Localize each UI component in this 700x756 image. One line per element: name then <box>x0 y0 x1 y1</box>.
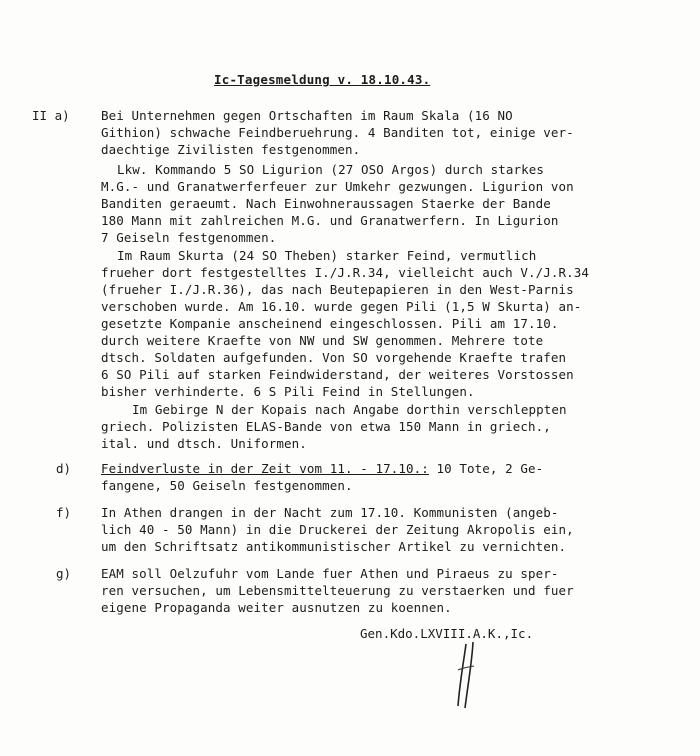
text-line: 6 SO Pili auf starken Feindwiderstand, der weiteres Vorstossen <box>101 367 574 382</box>
text-line: 7 Geiseln festgenommen. <box>101 230 277 245</box>
text-line: verschoben wurde. Am 16.10. wurde gegen Pili (1,5 W Skurta) an- <box>101 299 582 314</box>
section-d-line-1 <box>101 460 543 477</box>
text-line: frueher dort festgestelltes I./J.R.34, vielleicht auch V./J.R.34 <box>101 265 590 280</box>
text-line: gesetzte Kompanie anscheinend eingeschlossen. Pili am 17.10. <box>101 316 559 331</box>
text-line: eigene Propaganda weiter ausnutzen zu koennen. <box>101 600 452 615</box>
section-ii-a-label: II a) <box>32 108 70 123</box>
text-line: durch weitere Kraefte von NW und SW genommen. Mehrere tote <box>101 333 544 348</box>
text-line: griech. Polizisten ELAS-Bande von etwa 150 Mann in griech., <box>101 419 551 434</box>
section-d-label: d) <box>56 461 72 476</box>
text-line: Banditen geraeumt. Nach Einwohneraussagen Staerke der Bande <box>101 196 551 211</box>
text-line: um den Schriftsatz antikommunistischer Artikel zu vernichten. <box>101 539 567 554</box>
losses-heading: Feindverluste in der Zeit vom 11. - 17.10.: <box>101 461 429 476</box>
text-line: 180 Mann mit zahlreichen M.G. und Granatwerfern. In Ligurion <box>101 213 559 228</box>
text-line: ren versuchen, um Lebensmittelteuerung zu verstaerken und fuer <box>101 583 574 598</box>
text-line: bisher verhinderte. 6 S Pili Feind in Stellungen. <box>101 384 475 399</box>
signature-block: Gen.Kdo.LXVIII.A.K.,Ic. <box>360 626 534 641</box>
section-g-label: g) <box>56 566 72 581</box>
text-line: ital. und dtsch. Uniformen. <box>101 436 307 451</box>
document-title: Ic-Tagesmeldung v. 18.10.43. <box>214 72 431 87</box>
text-line: Githion) schwache Feindberuehrung. 4 Banditen tot, einige ver- <box>101 125 574 140</box>
text-line: Bei Unternehmen gegen Ortschaften im Raum Skala (16 NO <box>101 108 513 123</box>
text-line: Im Raum Skurta (24 SO Theben) starker Feind, vermutlich <box>117 248 537 263</box>
text-line: Lkw. Kommando 5 SO Ligurion (27 OSO Argos) durch starkes <box>117 162 545 177</box>
section-f-label: f) <box>56 505 72 520</box>
losses-text: 10 Tote, 2 Ge- <box>436 461 544 476</box>
handwritten-signature-mark <box>448 640 488 710</box>
text-line: daechtige Zivilisten festgenommen. <box>101 142 361 157</box>
text-line: lich 40 - 50 Mann) in die Druckerei der Zeitung Akropolis ein, <box>101 522 574 537</box>
text-line: EAM soll Oelzufuhr vom Lande fuer Athen und Piraeus zu sper- <box>101 566 559 581</box>
text-line: In Athen drangen in der Nacht zum 17.10. Kommunisten (angeb- <box>101 505 559 520</box>
text-line: M.G.- und Granatwerferfeuer zur Umkehr gezwungen. Ligurion von <box>101 179 574 194</box>
text-line: (frueher I./J.R.36), das nach Beutepapieren in den West-Parnis <box>101 282 574 297</box>
text-line: fangene, 50 Geiseln festgenommen. <box>101 478 353 493</box>
text-line: Im Gebirge N der Kopais nach Angabe dorthin verschleppten <box>132 402 567 417</box>
text-line: dtsch. Soldaten aufgefunden. Von SO vorgehende Kraefte trafen <box>101 350 567 365</box>
